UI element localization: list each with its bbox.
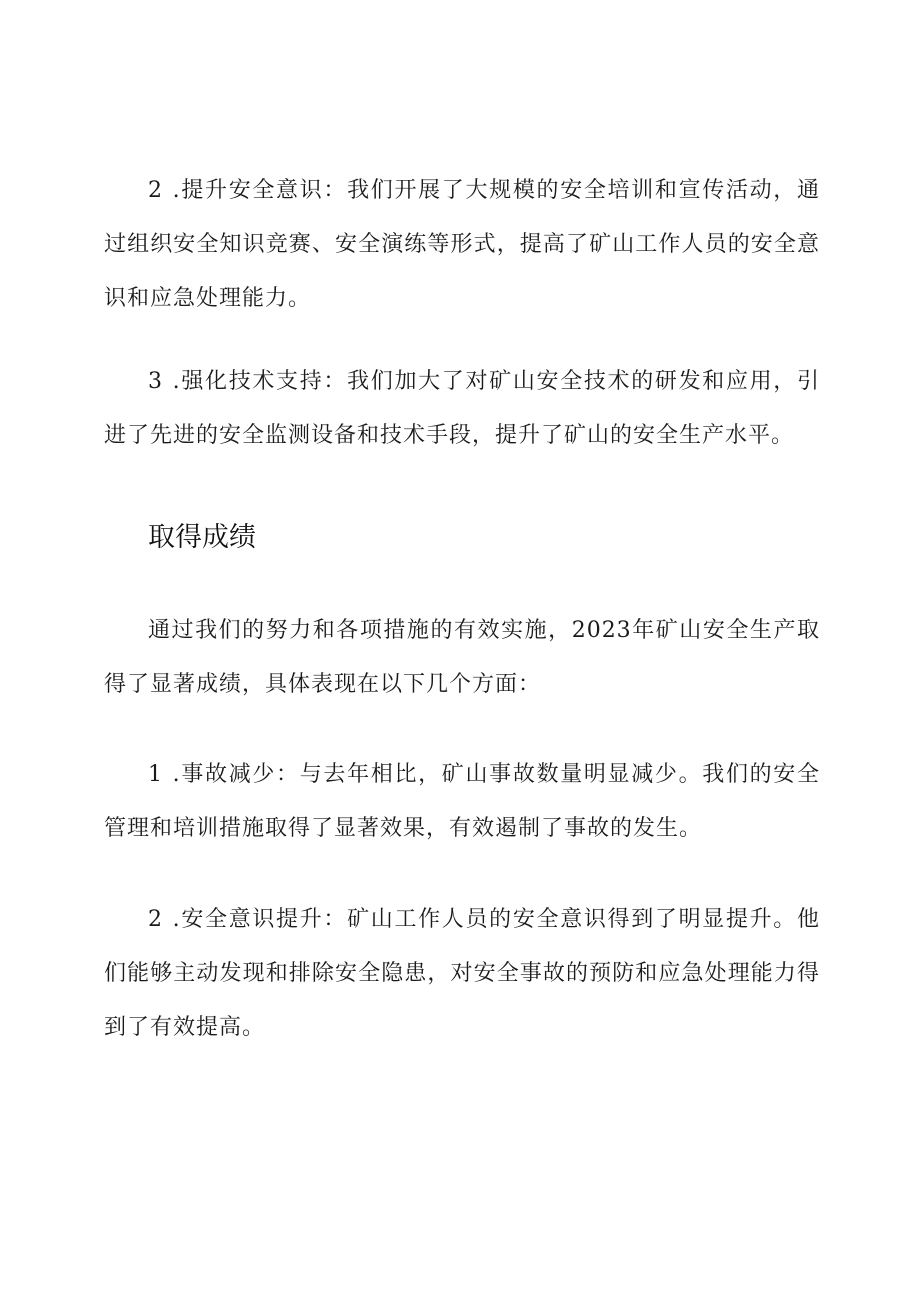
item-text: .安全意识提升：矿山工作人员的安全意识得到了明显提升。他们能够主动发现和排除安全隐患，对安全事故的预防和应急处理能力得到了有效提高。	[104, 907, 820, 1040]
measure-paragraph-3	[104, 355, 820, 463]
item-text: .事故减少：与去年相比，矿山事故数量明显减少。我们的安全管理和培训措施取得了显著效果，有效遏制了事故的发生。	[104, 762, 820, 841]
achievement-paragraph-2	[104, 893, 820, 1055]
measure-paragraph-2	[104, 164, 820, 326]
item-text: .强化技术支持：我们加大了对矿山安全技术的研发和应用，引进了先进的安全监测设备和技术手段，提升了矿山的安全生产水平。	[104, 369, 820, 448]
item-text: .提升安全意识：我们开展了大规模的安全培训和宣传活动，通过组织安全知识竞赛、安全演练等形式，提高了矿山工作人员的安全意识和应急处理能力。	[104, 178, 820, 311]
section-intro-paragraph: 通过我们的努力和各项措施的有效实施，2023年矿山安全生产取得了显著成绩，具体表现在以下几个方面：	[104, 618, 820, 697]
item-number: 2	[148, 907, 164, 932]
item-number: 1	[148, 762, 164, 787]
item-number: 2	[148, 178, 164, 203]
section-heading: 取得成绩	[148, 522, 256, 553]
achievement-paragraph-1	[104, 748, 820, 856]
item-number: 3	[148, 369, 164, 394]
